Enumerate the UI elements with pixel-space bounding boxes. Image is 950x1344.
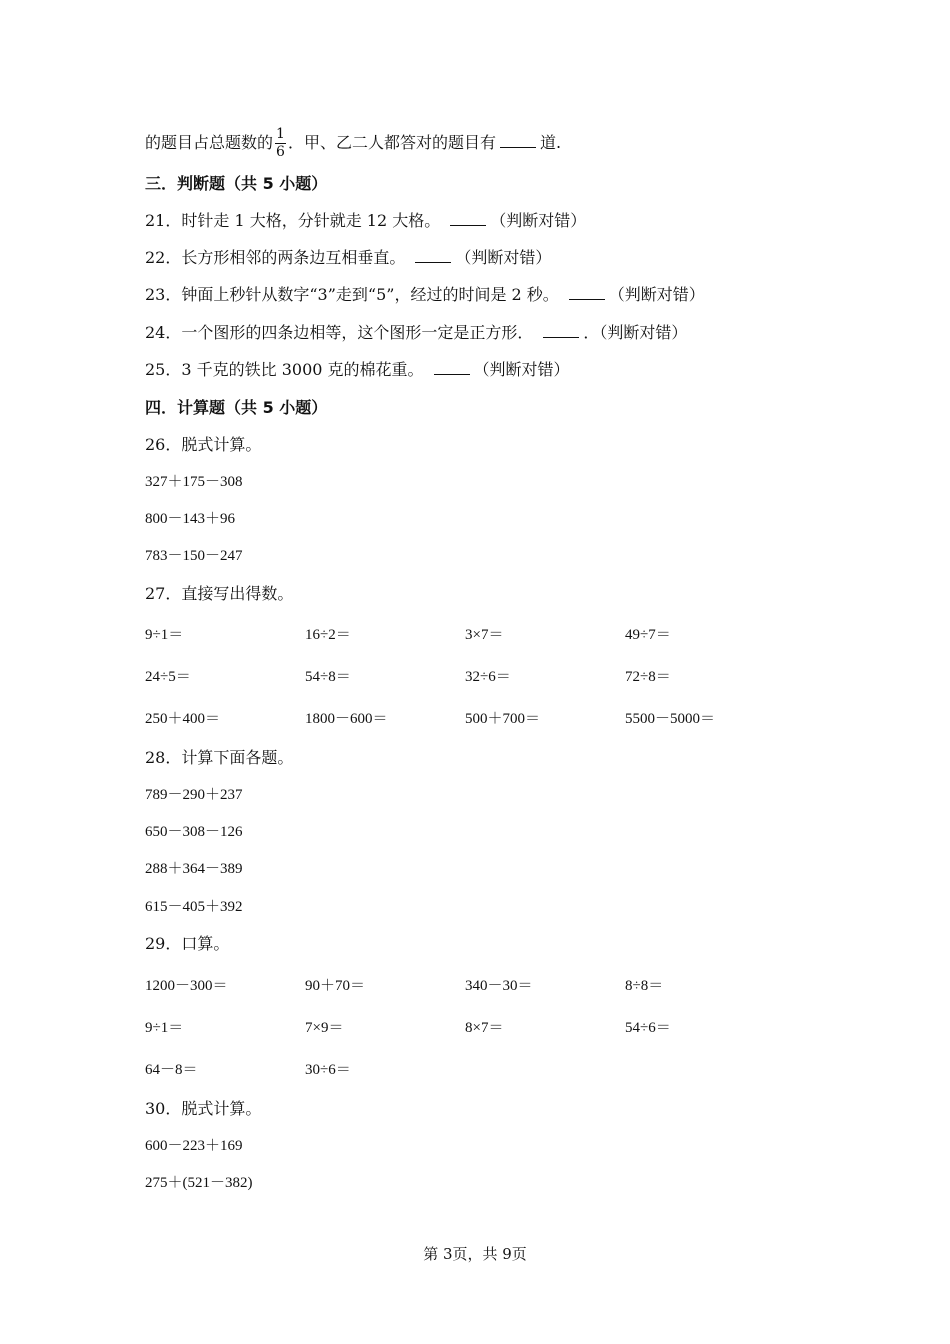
- question-suffix: （判断对错）: [608, 285, 705, 304]
- answer-blank[interactable]: [500, 133, 536, 148]
- grid-cell: 32÷6＝: [465, 669, 511, 685]
- answer-blank[interactable]: [450, 211, 486, 226]
- grid-cell: 8×7＝: [465, 1020, 504, 1036]
- question-suffix: （判断对错）: [455, 248, 552, 267]
- intro-text-after: ．甲、乙二人都答对的题目有: [287, 133, 496, 152]
- question-text: 22．长方形相邻的两条边互相垂直。: [145, 248, 406, 267]
- question-22: [145, 247, 551, 269]
- fraction: [275, 126, 286, 161]
- question-text: 24．一个图形的四条边相等，这个图形一定是正方形．: [145, 323, 534, 342]
- answer-blank[interactable]: [415, 248, 451, 263]
- grid-cell: 64－8＝: [145, 1062, 198, 1078]
- fraction-numerator: 1: [276, 126, 285, 142]
- answer-blank[interactable]: [543, 323, 579, 338]
- grid-cell: 1200－300＝: [145, 978, 228, 994]
- question-suffix: ．（判断对错）: [583, 323, 688, 342]
- expression: 615－405＋392: [145, 899, 243, 915]
- expression: 650－308－126: [145, 824, 243, 840]
- question-23: [145, 284, 705, 306]
- question-26-title: 26．脱式计算。: [145, 435, 262, 454]
- grid-cell: 3×7＝: [465, 627, 504, 643]
- page-footer: 第 3页，共 9页: [423, 1245, 527, 1263]
- expression: 600－223＋169: [145, 1138, 243, 1154]
- fraction-denominator: 6: [276, 144, 285, 160]
- expression: 275＋(521－382): [145, 1175, 253, 1191]
- grid-cell: 8÷8＝: [625, 978, 664, 994]
- question-suffix: （判断对错）: [490, 211, 587, 230]
- expression: 783－150－247: [145, 548, 243, 564]
- expression: 800－143＋96: [145, 511, 236, 527]
- question-25: [145, 359, 570, 381]
- question-30-title: 30．脱式计算。: [145, 1099, 262, 1118]
- question-24: [145, 322, 687, 344]
- expression: 789－290＋237: [145, 787, 243, 803]
- question-text: 25．3 千克的铁比 3000 克的棉花重。: [145, 360, 424, 379]
- grid-cell: 54÷8＝: [305, 669, 351, 685]
- grid-cell: 90＋70＝: [305, 978, 366, 994]
- answer-blank[interactable]: [569, 285, 605, 300]
- grid-cell: 30÷6＝: [305, 1062, 351, 1078]
- expression: 327＋175－308: [145, 474, 243, 490]
- intro-text-before: 的题目占总题数的: [145, 133, 274, 152]
- grid-cell: 5500－5000＝: [625, 711, 716, 727]
- section-4-heading: 四．计算题（共 5 小题）: [145, 398, 328, 417]
- grid-cell: 72÷8＝: [625, 669, 671, 685]
- grid-cell: 16÷2＝: [305, 627, 351, 643]
- expression: 288＋364－389: [145, 861, 243, 877]
- question-27-title: 27．直接写出得数。: [145, 584, 294, 603]
- grid-cell: 500＋700＝: [465, 711, 541, 727]
- grid-cell: 1800－600＝: [305, 711, 388, 727]
- answer-blank[interactable]: [434, 360, 470, 375]
- grid-cell: 7×9＝: [305, 1020, 344, 1036]
- intro-text-end: 道.: [539, 133, 562, 152]
- grid-cell: 54÷6＝: [625, 1020, 671, 1036]
- question-29-title: 29．口算。: [145, 934, 230, 953]
- grid-cell: 24÷5＝: [145, 669, 191, 685]
- grid-cell: 49÷7＝: [625, 627, 671, 643]
- question-text: 21．时针走 1 大格，分针就走 12 大格。: [145, 211, 441, 230]
- question-21: [145, 210, 586, 232]
- question-suffix: （判断对错）: [473, 360, 570, 379]
- question-text: 23．钟面上秒针从数字“3”走到“5”，经过的时间是 2 秒。: [145, 285, 559, 304]
- grid-cell: 9÷1＝: [145, 627, 184, 643]
- section-3-heading: 三．判断题（共 5 小题）: [145, 174, 328, 193]
- grid-cell: 9÷1＝: [145, 1020, 184, 1036]
- intro-line: [145, 126, 561, 161]
- question-28-title: 28．计算下面各题。: [145, 748, 294, 767]
- grid-cell: 340－30＝: [465, 978, 533, 994]
- grid-cell: 250＋400＝: [145, 711, 221, 727]
